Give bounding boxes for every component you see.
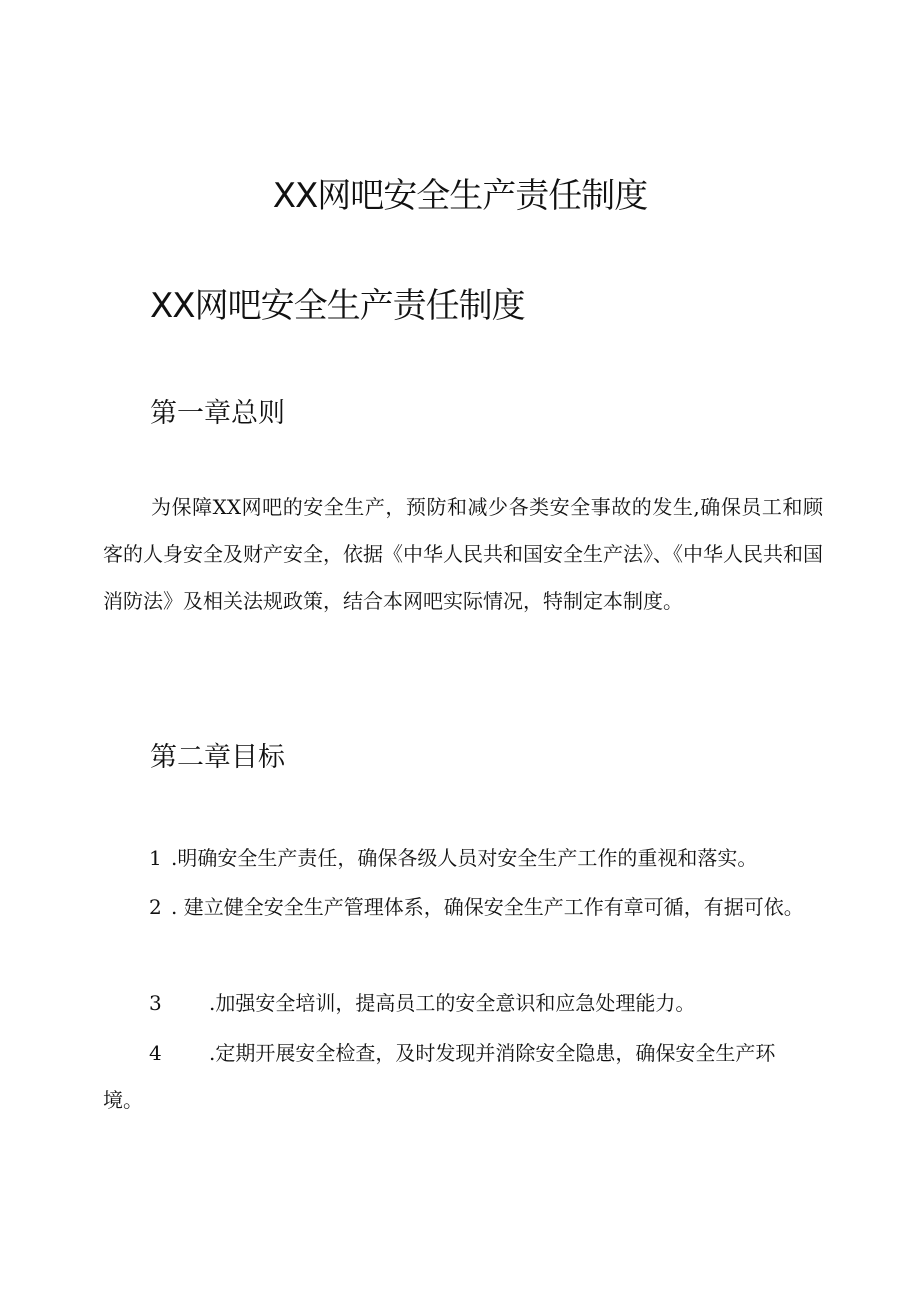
list-item-text: .加强安全培训，提高员工的安全意识和应急处理能力。 bbox=[209, 991, 696, 1015]
chapter-2-heading: 第二章目标 bbox=[150, 742, 285, 773]
list-item-number: 3 bbox=[149, 991, 162, 1015]
list-item-text: .明确安全生产责任，确保各级人员对安全生产工作的重视和落实。 bbox=[171, 846, 758, 870]
list-item-number: 4 bbox=[149, 1041, 162, 1065]
list-item-number: 2 bbox=[149, 895, 162, 919]
list-item bbox=[103, 884, 823, 931]
document-subtitle: XX网吧安全生产责任制度 bbox=[150, 286, 525, 326]
list-item bbox=[103, 835, 823, 882]
list-item-text: . 建立健全安全生产管理体系，确保安全生产工作有章可循，有据可依。 bbox=[171, 895, 804, 919]
chapter-1-heading: 第一章总则 bbox=[150, 398, 285, 429]
list-item bbox=[103, 980, 823, 1027]
document-title: XX网吧安全生产责任制度 bbox=[272, 176, 648, 216]
list-item-number: 1 bbox=[149, 846, 162, 870]
list-item bbox=[103, 1030, 783, 1124]
chapter-1-paragraph: 为保障XX网吧的安全生产，预防和减少各类安全事故的发生,确保员工和顾客的人身安全及财产安全，依据《中华人民共和国安全生产法》、《中华人民共和国消防法》及相关法规政策，结合本网吧实际情况，特制定本制度。 bbox=[103, 495, 823, 613]
list-item-text: .定期开展安全检查，及时发现并消除安全隐患，确保安全生产环境。 bbox=[103, 1041, 776, 1112]
